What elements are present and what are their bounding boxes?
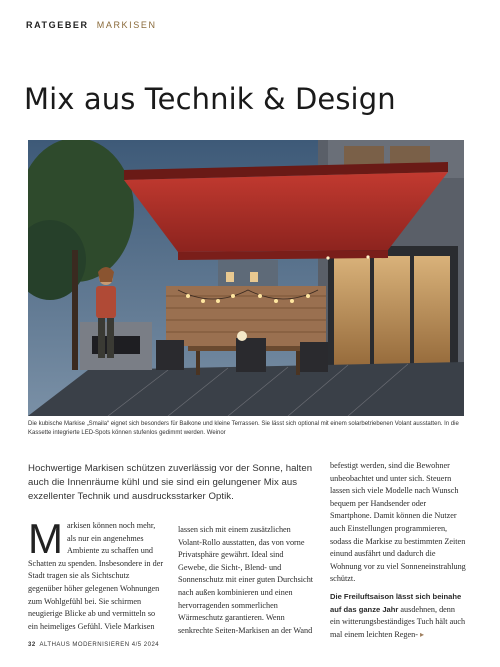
article-lead: Hochwertige Markisen schützen zuverlässig vor der Sonne, halten auch die Innenräume kühl und sie sind ein gelungener Mix aus exzellenter Technik und ausdrucksstarker Optik. [28, 463, 313, 502]
body-text-1: arkisen können noch mehr, als nur ein angenehmes Ambiente zu schaffen und Schatten zu spenden. Insbesondere in der Stadt tragen sie als Sichtschutz gegenüber höher gelegenen Wohnungen zum Wohlgefühl bei. Sie schirmen neugierige Blicke ab und vermitteln so ein heimeliges Gefühl. Viele Markisen [28, 521, 164, 631]
drop-cap: M [28, 515, 63, 562]
body-text-3: befestigt werden, sind die Bewohner unbeobachtet und unter sich. Steuern lassen sich viele Modelle nach Wunsch bequem per Handsender oder Smartphone. Damit können die Nutzer auch Einstellungen programmieren, sodass die Markise zu bestimmten Zeiten einund ausfährt und dadurch die Wohnung vor zu viel Sonneneinstrahlung schützt. [330, 461, 466, 584]
section-subcategory: MARKISEN [96, 20, 157, 30]
section-category: RATGEBER [26, 20, 89, 30]
continue-arrow-icon: ▸ [420, 629, 425, 639]
photo-caption: Die kubische Markise „Smaila“ eignet sich besonders für Balkone und kleine Terrassen. Sie lässt sich optional mit einem solarbetriebenen Volant ausstatten. In die Kassette integrierte LED-Spots können stufenlos gedimmt werden. Weinor [28, 421, 459, 436]
publication-name: ALTHAUS MODERNISIEREN 4/5 2024 [39, 642, 160, 648]
body-column-2 [178, 524, 314, 637]
section-rubric [26, 20, 157, 30]
article-title: Mix aus Technik & Design [24, 82, 396, 116]
page-footer [28, 642, 159, 648]
body-column-3 [330, 460, 466, 641]
article-photo [28, 140, 464, 416]
body-text-4: ausdehnen, denn ein witterungsbeständiges Tuch hält auch mal einem leichten Regen- [330, 604, 466, 639]
page-number: 32 [28, 642, 36, 648]
body-text-2: lassen sich mit einem zusätzlichen Volant-Rollo ausstatten, das von vorne Privatsphäre gewährt. Ideal sind Gewebe, die Sicht-, Blend- und Sonnenschutz mit einer guten Durchsicht nach außen kombinieren und einen hervorragenden sommerlichen Wärmeschutz garantieren. Wenn senkrechte Seiten-Markisen an der Wand [178, 525, 314, 635]
paragraph-lead-in: Die Freiluftsaison lässt sich beinahe auf das ganze Jahr [330, 591, 462, 614]
body-column-1 [28, 515, 164, 633]
